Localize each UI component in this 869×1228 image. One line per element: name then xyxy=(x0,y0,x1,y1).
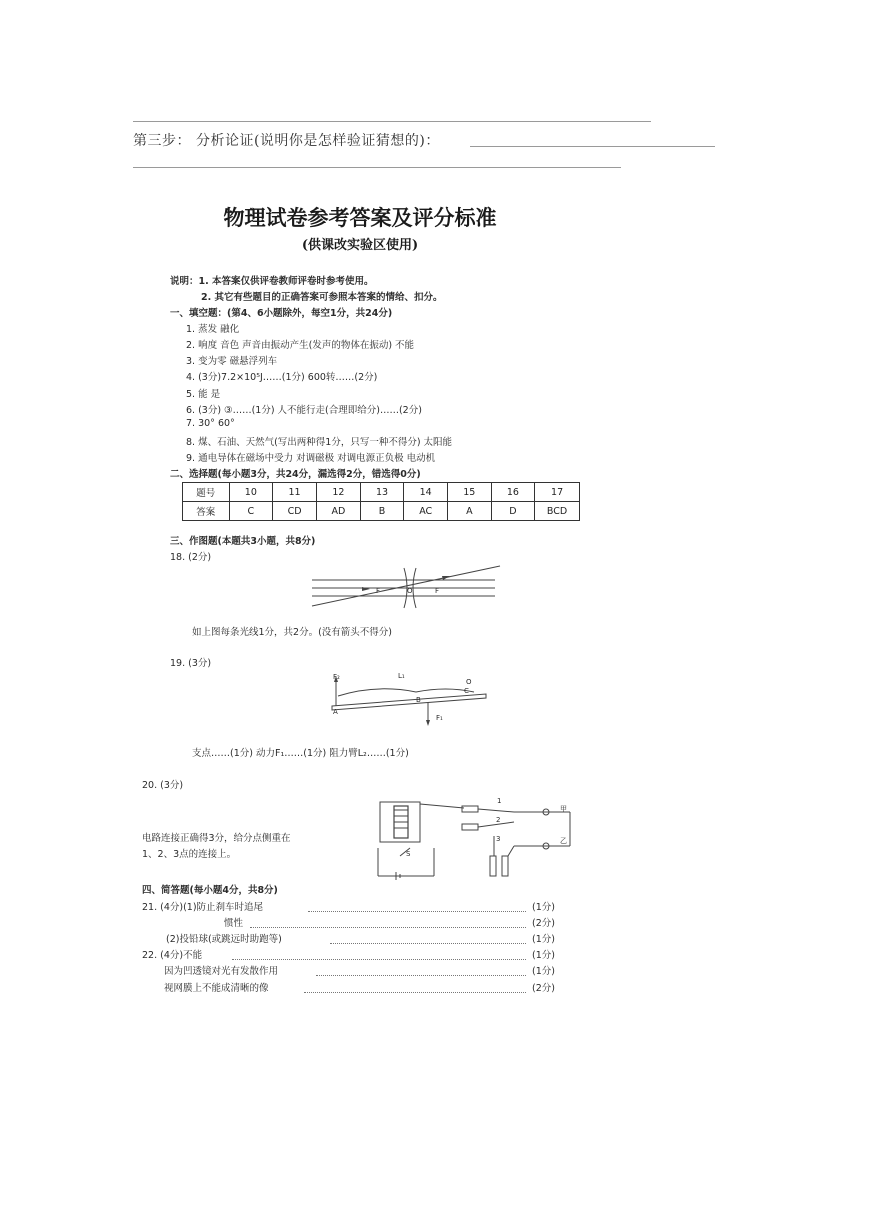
note-2: 2. 其它有些题目的正确答案可参照本答案的情给、扣分。 xyxy=(201,292,443,303)
lever-label-c: C xyxy=(464,687,469,695)
table-cell: 13 xyxy=(360,483,404,502)
answer-q4: 4. (3分)7.2×10⁵J……(1分) 600转……(2分) xyxy=(186,372,378,383)
q20-note-1: 电路连接正确得3分，给分点侧重在 xyxy=(142,833,291,844)
lens-label-f2: F xyxy=(435,587,440,595)
lens-label-o: O xyxy=(407,587,413,595)
table-cell: 16 xyxy=(491,483,535,502)
table-cell: D xyxy=(491,502,535,521)
answer-q21-inertia: 惯性 xyxy=(224,918,244,929)
answer-q3: 3. 变为零 磁悬浮列车 xyxy=(186,356,278,367)
answer-q6: 6. (3分) ③……(1分) 人不能行走(合理即给分)……(2分) xyxy=(186,405,422,416)
leader-dots xyxy=(330,943,526,944)
q19-label: 19. (3分) xyxy=(170,658,212,669)
score-q22-part1: (1分) xyxy=(532,950,555,961)
lever-label-f2: F₂ xyxy=(333,673,340,681)
answer-q2: 2. 响度 音色 声音由振动产生(发声的物体在振动) 不能 xyxy=(186,340,415,351)
answer-q22-part1: 22. (4分)不能 xyxy=(142,950,203,961)
q18-note: 如上图每条光线1分，共2分。(没有箭头不得分) xyxy=(192,627,393,638)
score-q21-part2: (1分) xyxy=(532,934,555,945)
table-cell: A xyxy=(448,502,492,521)
table-cell: 题号 xyxy=(183,483,230,502)
answer-q5: 5. 能 是 xyxy=(186,389,221,400)
q18-label: 18. (2分) xyxy=(170,552,212,563)
answer-q22-part3: 视网膜上不能成清晰的像 xyxy=(164,983,269,994)
table-cell: 答案 xyxy=(183,502,230,521)
table-cell: 10 xyxy=(229,483,273,502)
table-cell: 15 xyxy=(448,483,492,502)
answer-q8: 8. 煤、石油、天然气(写出两种得1分，只写一种不得分) 太阳能 xyxy=(186,437,453,448)
q19-note: 支点……(1分) 动力F₁……(1分) 阻力臂L₂……(1分) xyxy=(192,748,409,759)
section-4-heading: 四、简答题(每小题4分，共8分) xyxy=(142,885,278,896)
answer-q21-part2: (2)投铅球(或跳远时助跑等) xyxy=(166,934,282,945)
circuit-label-jia: 甲 xyxy=(560,805,567,813)
answer-q22-part2: 因为凹透镜对光有发散作用 xyxy=(164,966,279,977)
note-1: 说明：1. 本答案仅供评卷教师评卷时参考使用。 xyxy=(170,276,374,287)
table-cell: AD xyxy=(316,502,360,521)
section-2-heading: 二、选择题(每小题3分，共24分，漏选得2分，错选得0分) xyxy=(170,469,421,480)
score-q21-inertia: (2分) xyxy=(532,918,555,929)
answer-key-scan xyxy=(140,190,580,1010)
table-cell: 12 xyxy=(316,483,360,502)
table-cell: 11 xyxy=(273,483,317,502)
table-cell: 17 xyxy=(535,483,580,502)
circuit-label-s: S xyxy=(406,850,411,858)
q20-label: 20. (3分) xyxy=(142,780,184,791)
answer-q21-part1: 21. (4分)(1)防止刹车时追尾 xyxy=(142,902,264,913)
table-cell: AC xyxy=(404,502,448,521)
table-cell: CD xyxy=(273,502,317,521)
circuit-label-3: 3 xyxy=(496,835,501,843)
step3-prompt: 第三步： 分析论证(说明你是怎样验证猜想的)： xyxy=(133,133,440,149)
table-cell: 14 xyxy=(404,483,448,502)
doc-title: 物理试卷参考答案及评分标准 xyxy=(223,205,497,230)
lever-label-b: B xyxy=(416,696,421,704)
score-q21-part1: (1分) xyxy=(532,902,555,913)
table-cell: C xyxy=(229,502,273,521)
section-3-heading: 三、作图题(本题共3小题，共8分) xyxy=(170,536,316,547)
relay-circuit-diagram xyxy=(374,796,574,882)
table-cell: BCD xyxy=(535,502,580,521)
answer-q1: 1. 蒸发 融化 xyxy=(186,324,240,335)
score-q22-part3: (2分) xyxy=(532,983,555,994)
lever-label-a: A xyxy=(333,708,338,716)
circuit-label-2: 2 xyxy=(496,816,501,824)
answer-continuation-line[interactable] xyxy=(133,167,621,168)
table-row xyxy=(183,502,580,521)
answer-q7: 7. 30° 60° xyxy=(186,418,235,429)
score-q22-part2: (1分) xyxy=(532,966,555,977)
leader-dots xyxy=(232,959,526,960)
leader-dots xyxy=(316,975,526,976)
table-row xyxy=(183,483,580,502)
lever-label-o: O xyxy=(466,678,472,686)
lever-label-f1: F₁ xyxy=(436,714,443,722)
answer-q9: 9. 通电导体在磁场中受力 对调磁极 对调电源正负极 电动机 xyxy=(186,453,436,464)
section-1-heading: 一、填空题：(第4、6小题除外，每空1分，共24分) xyxy=(170,308,393,319)
leader-dots xyxy=(250,927,526,928)
circuit-label-1: 1 xyxy=(497,797,502,805)
circuit-label-yi: 乙 xyxy=(560,837,567,845)
leader-dots xyxy=(308,911,526,912)
q20-note-2: 1、2、3点的连接上。 xyxy=(142,849,237,860)
doc-subtitle: (供课改实验区使用) xyxy=(301,238,419,253)
leader-dots xyxy=(304,992,526,993)
top-rule xyxy=(133,121,651,122)
lever-label-l1: L₁ xyxy=(398,672,405,680)
lens-label-f1: F xyxy=(376,587,381,595)
table-cell: B xyxy=(360,502,404,521)
answer-blank-line[interactable] xyxy=(470,146,715,147)
choice-answer-table xyxy=(182,482,580,521)
